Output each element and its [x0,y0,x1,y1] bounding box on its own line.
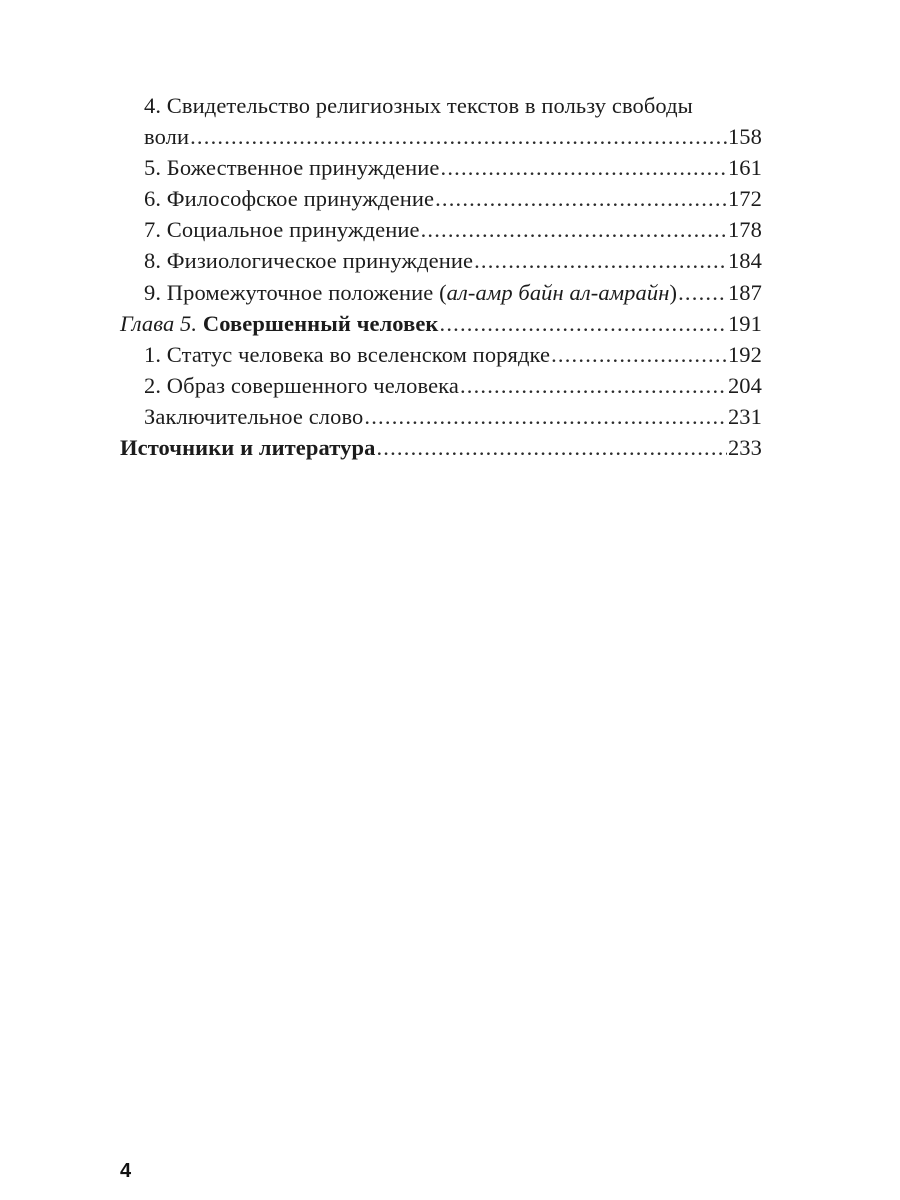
toc-sources [120,432,762,463]
toc-chapter-5-name: Совершенный человек [202,310,439,336]
toc-entry-9-title-plain: 9. Промежуточное положение ( [144,279,447,305]
toc-entry-9-title-close: ) [669,279,678,305]
toc-entry-4 [120,90,762,152]
toc-ch5-entry-1 [120,339,762,370]
toc-entry-7 [120,214,762,245]
toc-entry-5-title: 5. Божественное принуждение [144,155,440,181]
dot-leader [551,339,727,370]
toc-entry-7-title: 7. Социальное принуждение [144,217,420,243]
toc-ch5-entry-1-title: 1. Статус человека во вселенском порядке [144,341,551,367]
toc-chapter-5-title [120,308,439,339]
toc-ch5-entry-1-page: 192 [727,341,762,367]
toc-conclusion [120,401,762,432]
toc-entry-6-page: 172 [727,186,762,212]
dot-leader [678,277,727,308]
toc-entry-9 [120,277,762,308]
dot-leader [364,401,727,432]
dot-leader [190,121,727,152]
page-number: 4 [120,1160,132,1182]
dot-leader [460,370,727,401]
toc-entry-9-title [144,277,677,308]
toc-sources-page: 233 [727,435,762,461]
dot-leader [376,432,726,463]
toc-entry-8-page: 184 [727,248,762,274]
dot-leader [441,152,727,183]
toc-ch5-entry-2-title: 2. Образ совершенного человека [144,372,459,398]
toc-entry-8 [120,245,762,276]
toc-conclusion-title: Заключительное слово [144,403,364,429]
dot-leader [421,214,727,245]
toc-entry-4-title-line1: 4. Свидетельство религиозных текстов в пользу свободы [144,93,693,118]
toc-entry-9-page: 187 [727,279,762,305]
toc-chapter-5 [120,308,762,339]
toc-entry-8-title: 8. Физиологическое принуждение [144,248,474,274]
toc-entry-4-title-line2: воли [144,124,190,150]
toc-conclusion-page: 231 [727,403,762,429]
toc-entry-7-page: 178 [727,217,762,243]
toc-chapter-5-label: Глава 5. [120,310,198,336]
toc-entry-6 [120,183,762,214]
toc-sources-title: Источники и литература [120,435,376,461]
toc-entry-4-page: 158 [727,124,762,150]
toc-ch5-entry-2 [120,370,762,401]
dot-leader [474,245,727,276]
table-of-contents [120,90,762,463]
toc-entry-5-page: 161 [727,155,762,181]
toc-entry-9-title-italic: ал-амр байн ал-амрайн [446,279,670,305]
toc-entry-6-title: 6. Философское принуждение [144,186,435,212]
dot-leader [440,308,727,339]
toc-ch5-entry-2-page: 204 [727,372,762,398]
toc-chapter-5-page: 191 [727,310,762,336]
dot-leader [435,183,727,214]
toc-entry-4-line2 [144,121,762,152]
toc-entry-5 [120,152,762,183]
